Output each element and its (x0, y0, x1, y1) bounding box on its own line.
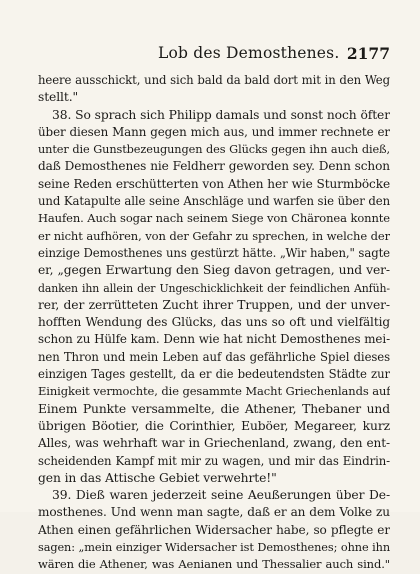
text-line: Alles, was wehrhaft war in Griechenland, zwang, den ent- (38, 436, 390, 451)
text-line: seine Reden erschütterten von Athen her wie Sturmböcke (38, 176, 390, 191)
paragraph (38, 487, 390, 573)
text-line: scheidenden Kampf mit mir zu wagen, und mir das Eindrin- (38, 453, 390, 468)
text-line: übrigen Böotier, die Corinthier, Euböer, Megareer, kurz (38, 418, 390, 433)
text-line: über diesen Mann gegen mich aus, und immer rechnete er (38, 124, 390, 139)
text-line: 38. So sprach sich Philipp damals und sonst noch öfter (52, 107, 390, 122)
text-line: sagen: „mein einziger Widersacher ist Demosthenes; ohne ihn (38, 541, 390, 555)
text-line: gen in das Attische Gebiet verwehrte!" (38, 470, 277, 485)
text-line: schon zu Hülfe kam. Denn wie hat nicht Demosthenes mei- (38, 332, 390, 347)
text-line: hofften Wendung des Glücks, das uns so oft und vielfältig (38, 315, 390, 330)
text-line: unter die Gunstbezeugungen des Glücks gegen ihn auch dieß, (38, 143, 390, 157)
text-line: wären die Athener, was Aenianen und Thessalier auch sind." (38, 557, 390, 572)
text-line: Einigkeit vermochte, die gesammte Macht Griechenlands auf (38, 384, 390, 399)
page-number: 2177 (346, 44, 390, 63)
text-line: danken ihn allein der Ungeschicklichkeit der feindlichen Anfüh- (38, 281, 390, 295)
text-line: nen Thron und mein Leben auf das gefährliche Spiel dieses (38, 349, 390, 364)
page-body (38, 72, 390, 574)
text-line: 39. Dieß waren jederzeit seine Aeußerungen über De- (52, 488, 390, 503)
running-title: Lob des Demosthenes. (158, 44, 340, 62)
text-line: rer, der zerrütteten Zucht ihrer Truppen, und der unver- (38, 297, 390, 312)
text-line: Haufen. Auch sogar nach seinem Siege von Chäronea konnte (38, 211, 390, 226)
text-line: stellt." (38, 90, 79, 105)
paragraph (38, 107, 390, 488)
text-line: daß Demosthenes nie Feldherr geworden sey. Denn schon (38, 159, 390, 174)
text-line: einzige Demosthenes uns gestürzt hätte. „Wir haben," sagte (38, 245, 390, 260)
text-line: er nicht aufhören, von der Gefahr zu sprechen, in welche der (38, 228, 390, 243)
page-header (40, 44, 390, 64)
text-line: mosthenes. Und wenn man sagte, daß er an dem Volke zu (38, 505, 390, 520)
text-line: Einem Punkte versammelte, die Athener, Thebaner und (38, 401, 390, 416)
text-line: einzigen Tages gestellt, da er die bedeutendsten Städte zur (38, 367, 390, 382)
text-line: Athen einen gefährlichen Widersacher habe, so pflegte er (38, 522, 390, 537)
paragraph (38, 72, 390, 107)
text-line: und Katapulte alle seine Anschläge und warfen sie über den (38, 194, 390, 209)
text-line: heere ausschickt, und sich bald da bald dort mit in den Weg (38, 73, 390, 87)
text-line: er, „gegen Erwartung den Sieg davon getragen, und ver- (38, 263, 390, 278)
